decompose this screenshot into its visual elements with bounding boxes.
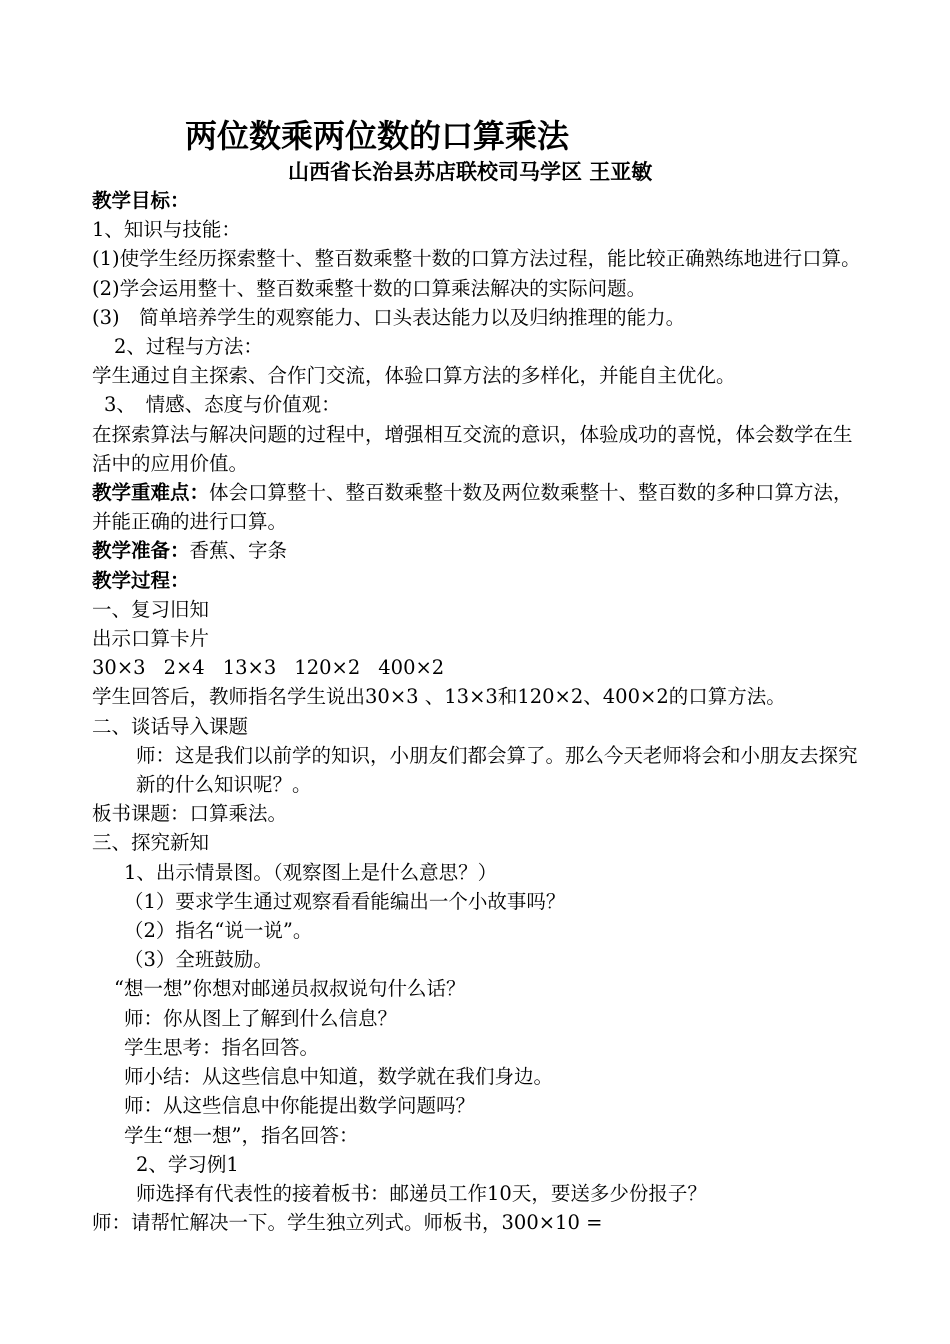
key-points-label: 教学重难点： (92, 481, 210, 505)
section-3-line-6: 师：你从图上了解到什么信息？ (124, 1006, 398, 1030)
card-item: 13×3 (222, 656, 277, 680)
objective-1-item-2: (2)学会运用整十、整百数乘整十数的口算乘法解决的实际问题。 (92, 276, 647, 300)
section-3-line-12: 师选择有代表性的接着板书：邮递员工作10天，要送多少份报子？ (136, 1181, 707, 1205)
section-3-line-3: （2）指名“说一说”。 (124, 919, 313, 943)
document-body (92, 186, 867, 1237)
objective-1-item-1: (1)使学生经历探索整十、整百数乘整十数的口算方法过程，能比较正确熟练地进行口算。 (92, 247, 861, 271)
objective-3-text: 在探索算法与解决问题的过程中，增强相互交流的意识，体验成功的喜悦，体会数学在生活中的应用价值。 (92, 422, 853, 475)
section-3-line-11: 2、学习例1 (136, 1152, 239, 1176)
section-3-line-2: （1）要求学生通过观察看看能编出一个小故事吗？ (124, 889, 566, 913)
section-3-line-4: （3）全班鼓励。 (124, 948, 273, 972)
section-2-heading: 二、谈话导入课题 (92, 714, 249, 738)
preparation-label: 教学准备： (92, 539, 190, 563)
oral-calculation-cards (92, 653, 867, 682)
card-item: 2×4 (163, 656, 205, 680)
process-heading: 教学过程： (92, 568, 190, 592)
section-3-line-13: 师：请帮忙解决一下。学生独立列式。师板书，300×10 = (92, 1211, 603, 1235)
section-1-line-1: 出示口算卡片 (92, 627, 210, 651)
objectives-heading: 教学目标： (92, 189, 190, 212)
section-3-heading: 三、探究新知 (92, 831, 210, 855)
preparation-text: 香蕉、字条 (189, 539, 288, 563)
objective-1-item-3: (3) 简单培养学生的观察能力、口头表达能力以及归纳推理的能力。 (92, 305, 686, 329)
key-points-paragraph (92, 478, 867, 536)
section-2-line-2: 板书课题：口算乘法。 (92, 802, 288, 826)
card-item: 120×2 (294, 656, 361, 680)
objective-2-heading: 2、过程与方法： (114, 335, 263, 359)
key-points-text: 体会口算整十、整百数乘整十数及两位数乘整十、整百数的多种口算方法，并能正确的进行口算。 (92, 481, 853, 534)
objective-1-heading: 1、知识与技能： (92, 218, 241, 242)
section-1-heading: 一、复习旧知 (92, 597, 210, 621)
card-item: 30×3 (92, 656, 146, 680)
section-3-line-9: 师：从这些信息中你能提出数学问题吗？ (124, 1094, 476, 1118)
section-3-line-1: 1、出示情景图。（观察图上是什么意思？） (124, 860, 498, 884)
section-3-line-7: 学生思考：指名回答。 (124, 1035, 320, 1059)
section-3-line-8: 师小结：从这些信息中知道，数学就在我们身边。 (124, 1065, 554, 1089)
section-3-line-10: 学生“想一想”，指名回答： (124, 1123, 359, 1147)
section-3-line-5: “想一想”你想对邮递员叔叔说句什么话？ (114, 977, 466, 1001)
objective-3-heading: 3、 情感、态度与价值观： (104, 393, 341, 417)
objective-2-text: 学生通过自主探索、合作门交流，体验口算方法的多样化，并能自主优化。 (92, 364, 736, 388)
section-1-line-3: 学生回答后，教师指名学生说出30×3 、13×3和120×2、400×2的口算方法。 (92, 685, 786, 709)
section-2-line-1: 师：这是我们以前学的知识，小朋友们都会算了。那么今天老师将会和小朋友去探究新的什么知识呢？。 (136, 743, 858, 797)
card-item: 400×2 (378, 656, 445, 680)
document-title: 两位数乘两位数的口算乘法 (185, 117, 570, 155)
preparation-paragraph (92, 536, 867, 565)
author-line: 山西省长治县苏店联校司马学区 王亚敏 (288, 159, 653, 184)
